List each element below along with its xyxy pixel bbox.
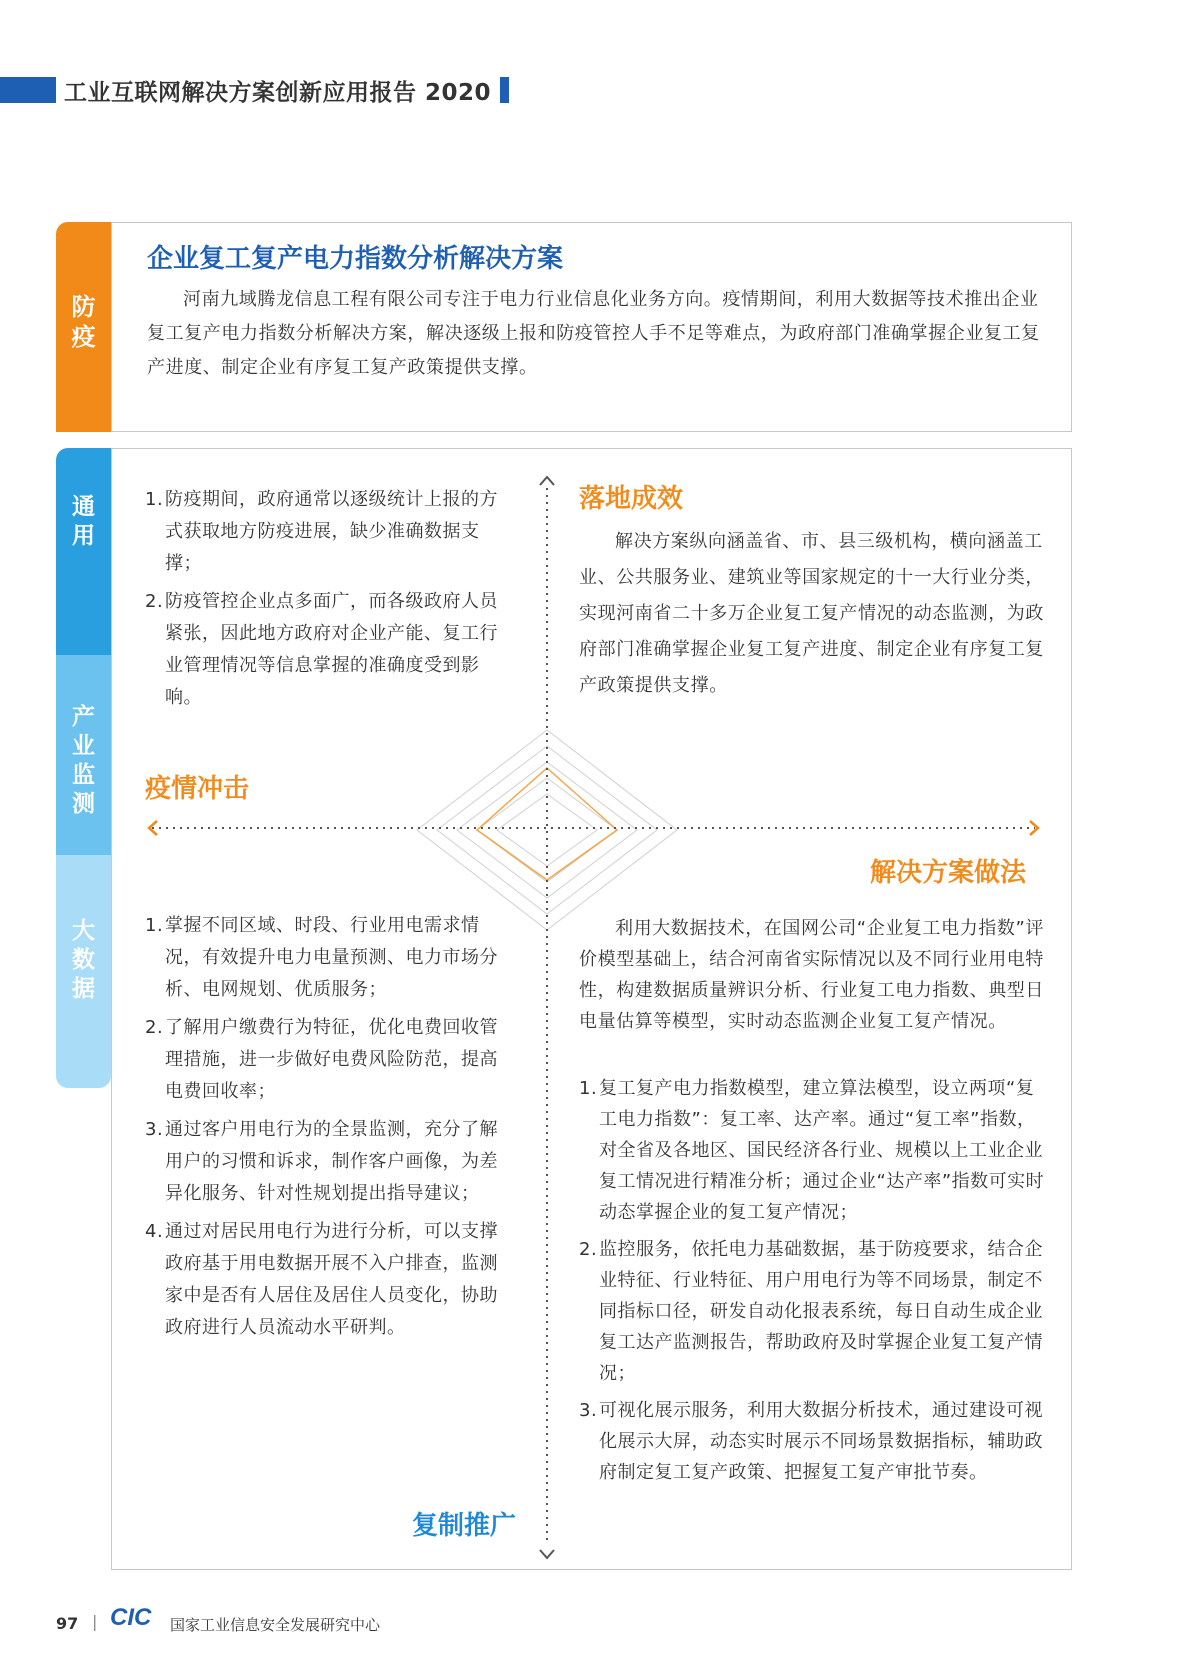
arrow-up-icon: [540, 477, 554, 485]
replicate-list: [145, 910, 515, 1350]
approach-list: [579, 1073, 1045, 1494]
footer-separator: |: [92, 1612, 98, 1631]
cic-logo-icon: [110, 1605, 166, 1629]
page-number: 97: [56, 1614, 79, 1633]
organization-name: 国家工业信息安全发展研究中心: [170, 1616, 381, 1634]
tab-epidemic-label: 防疫: [71, 293, 96, 351]
results-body: 解决方案纵向涵盖省、市、县三级机构，横向涵盖工业、公共服务业、建筑业等国家规定的十一大行业分类，实现河南省二十多万企业复工复产情况的动态监测，为政府部门准确掌握企业复工复产进度、制定企业有序复工复产政策提供支撑。: [579, 531, 1044, 696]
replicate-item-2: 2. 了解用户缴费行为特征，优化电费回收管理措施，进一步做好电费风险防范，提高电费回收率；: [145, 1017, 498, 1102]
svg-text:CIC: CIC: [110, 1605, 152, 1629]
approach-item-1: 1. 复工复产电力指数模型，建立算法模型，设立两项“复工电力指数”：复工率、达产率。通过“复工率”指数，对全省及各地区、国民经济各行业、规模以上工业企业复工情况进行精准分析；通过企业“达产率”指数可实时动态掌握企业的复工复产情况；: [579, 1078, 1045, 1223]
report-title: 工业互联网解决方案创新应用报告 2020: [64, 80, 492, 106]
arrow-down-icon: [540, 1550, 554, 1558]
impact-item-2: 2. 防疫管控企业点多面广，而各级政府人员紧张，因此地方政府对企业产能、复工行业管理情况等信息掌握的准确度受到影响。: [145, 591, 498, 708]
replicate-item-4: 4. 通过对居民用电行为进行分析，可以支撑政府基于用电数据开展不入户排查，监测家中是否有人居住及居住人员变化，协助政府进行人员流动水平研判。: [145, 1221, 498, 1338]
solution-title: 企业复工复产电力指数分析解决方案: [147, 244, 564, 274]
results-heading: 落地成效: [579, 484, 684, 514]
impact-item-1: 1. 防疫期间，政府通常以逐级统计上报的方式获取地方防疫进展，缺少准确数据支撑；: [145, 489, 498, 574]
diamond-1: [417, 730, 677, 930]
approach-item-3: 3. 可视化展示服务，利用大数据分析技术，通过建设可视化展示大屏，动态实时展示不同场景数据指标，辅助政府制定复工复产政策、把握复工复产审批节奏。: [579, 1400, 1043, 1483]
impact-list: [145, 484, 515, 720]
replicate-item-3: 3. 通过客户用电行为的全景监测，充分了解用户的习惯和诉求，制作客户画像，为差异化服务、针对性规划提出指导建议；: [145, 1119, 498, 1204]
tab-bigdata-label: 大数据: [72, 918, 95, 1002]
replicate-item-1: 1. 掌握不同区域、时段、行业用电需求情况，有效提升电力电量预测、电力市场分析、电网规划、优质服务；: [145, 915, 498, 1000]
cic-logo: [110, 1605, 166, 1633]
tab-industry-label: 产业监测: [72, 704, 95, 817]
approach-intro: 利用大数据技术，在国网公司“企业复工电力指数”评价模型基础上，结合河南省实际情况以及不同行业用电特性，构建数据质量辨识分析、行业复工电力指数、典型日电量估算等模型，实时动态监测企业复工复产情况。: [579, 918, 1045, 1032]
approach-item-2: 2. 监控服务，依托电力基础数据，基于防疫要求，结合企业特征、行业特征、用户用电行为等不同场景，制定不同指标口径，研发自动化报表系统，每日自动生成企业复工达产监测报告，帮助政府及时掌握企业复工复产情况；: [579, 1239, 1043, 1384]
replicate-heading: 复制推广: [412, 1511, 517, 1541]
tab-general-label: 通用: [72, 494, 95, 549]
approach-heading: 解决方案做法: [870, 858, 1027, 888]
solution-summary: 河南九域腾龙信息工程有限公司专注于电力行业信息化业务方向。疫情期间，利用大数据等技术推出企业复工复产电力指数分析解决方案，解决逐级上报和防疫管控人手不足等难点，为政府部门准确掌握企业复工复产进度、制定企业有序复工复产政策提供支撑。: [147, 289, 1040, 378]
impact-heading: 疫情冲击: [145, 774, 250, 804]
concentric-diamonds: [417, 730, 677, 930]
